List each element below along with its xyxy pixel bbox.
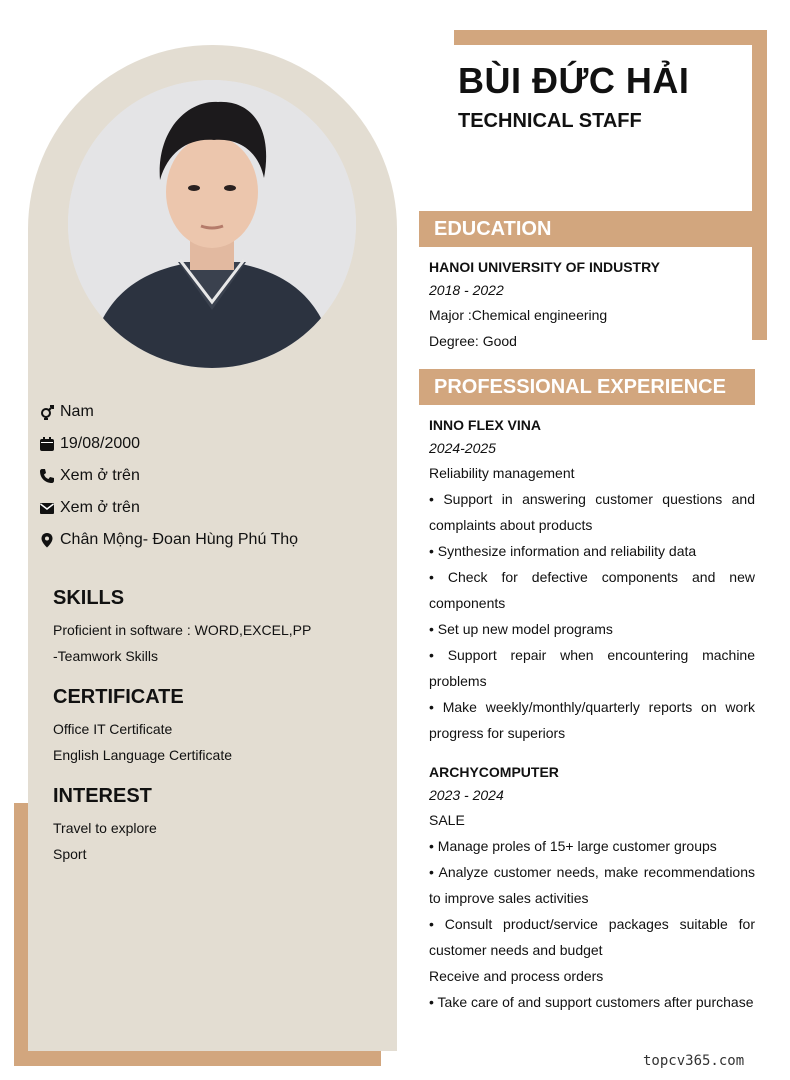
job-bullet: • Support repair when encountering machine problems (429, 647, 755, 689)
decorative-bar-left (14, 803, 28, 1066)
job-bullet: • Check for defective components and new components (429, 569, 755, 611)
certificate-item: Office IT Certificate (53, 721, 173, 737)
education-heading: EDUCATION (419, 211, 752, 247)
job-bullet: Receive and process orders (429, 968, 604, 984)
email-icon (38, 499, 56, 517)
gender-icon (38, 403, 56, 421)
contact-address (38, 527, 298, 553)
job-title: TECHNICAL STAFF (458, 110, 642, 132)
contact-gender (38, 399, 94, 425)
job-company: INNO FLEX VINA (429, 417, 542, 433)
job-bullet: • Analyze customer needs, make recommendations to improve sales activities (429, 864, 755, 906)
job-bullet: • Synthesize information and reliability data (429, 543, 697, 559)
decorative-bar-right (752, 30, 767, 340)
job-role: SALE (429, 812, 465, 828)
location-icon (38, 531, 56, 549)
calendar-icon (38, 435, 56, 453)
avatar-illustration (68, 80, 356, 368)
job-company: ARCHYCOMPUTER (429, 764, 559, 780)
contact-birthday (38, 431, 140, 457)
job-bullet: • Consult product/service packages suitable for customer needs and budget (429, 916, 755, 958)
experience-heading: PROFESSIONAL EXPERIENCE (419, 369, 755, 405)
job-bullet: • Make weekly/monthly/quarterly reports on work progress for superiors (429, 699, 755, 741)
address-text: Chân Mộng- Đoan Hùng Phú Thọ (60, 531, 299, 548)
watermark: topcv365.com (643, 1053, 745, 1069)
job-bullet: • Take care of and support customers after purchase (429, 994, 754, 1010)
candidate-name: BÙI ĐỨC HẢI (458, 60, 690, 101)
education-period: 2018 - 2022 (429, 282, 504, 298)
profile-photo (68, 80, 356, 368)
education-school: HANOI UNIVERSITY OF INDUSTRY (429, 259, 661, 275)
contact-email (38, 495, 140, 521)
interest-item: Sport (53, 846, 87, 862)
contact-phone (38, 463, 140, 489)
skill-item: Proficient in software : WORD,EXCEL,PP (53, 622, 312, 638)
job-bullet: • Support in answering customer questions and complaints about products (429, 491, 755, 533)
certificate-heading: CERTIFICATE (53, 686, 184, 708)
skill-item: -Teamwork Skills (53, 648, 159, 664)
birthday-text: 19/08/2000 (60, 435, 141, 452)
job-bullet: • Manage proles of 15+ large customer groups (429, 838, 717, 854)
skills-heading: SKILLS (53, 587, 125, 609)
phone-icon (38, 467, 56, 485)
job-period: 2023 - 2024 (429, 787, 504, 803)
gender-text: Nam (60, 403, 94, 420)
certificate-item: English Language Certificate (53, 747, 233, 763)
email-text: Xem ở trên (60, 499, 140, 516)
interest-item: Travel to explore (53, 820, 157, 836)
job-period: 2024-2025 (429, 440, 496, 456)
interest-heading: INTEREST (53, 785, 152, 807)
education-major: Major :Chemical engineering (429, 307, 608, 323)
job-role: Reliability management (429, 465, 575, 481)
decorative-bar-bottom (14, 1051, 381, 1066)
decorative-bar-top (454, 30, 767, 45)
education-degree: Degree: Good (429, 333, 517, 349)
phone-text: Xem ở trên (60, 467, 140, 484)
job-bullet: • Set up new model programs (429, 621, 613, 637)
